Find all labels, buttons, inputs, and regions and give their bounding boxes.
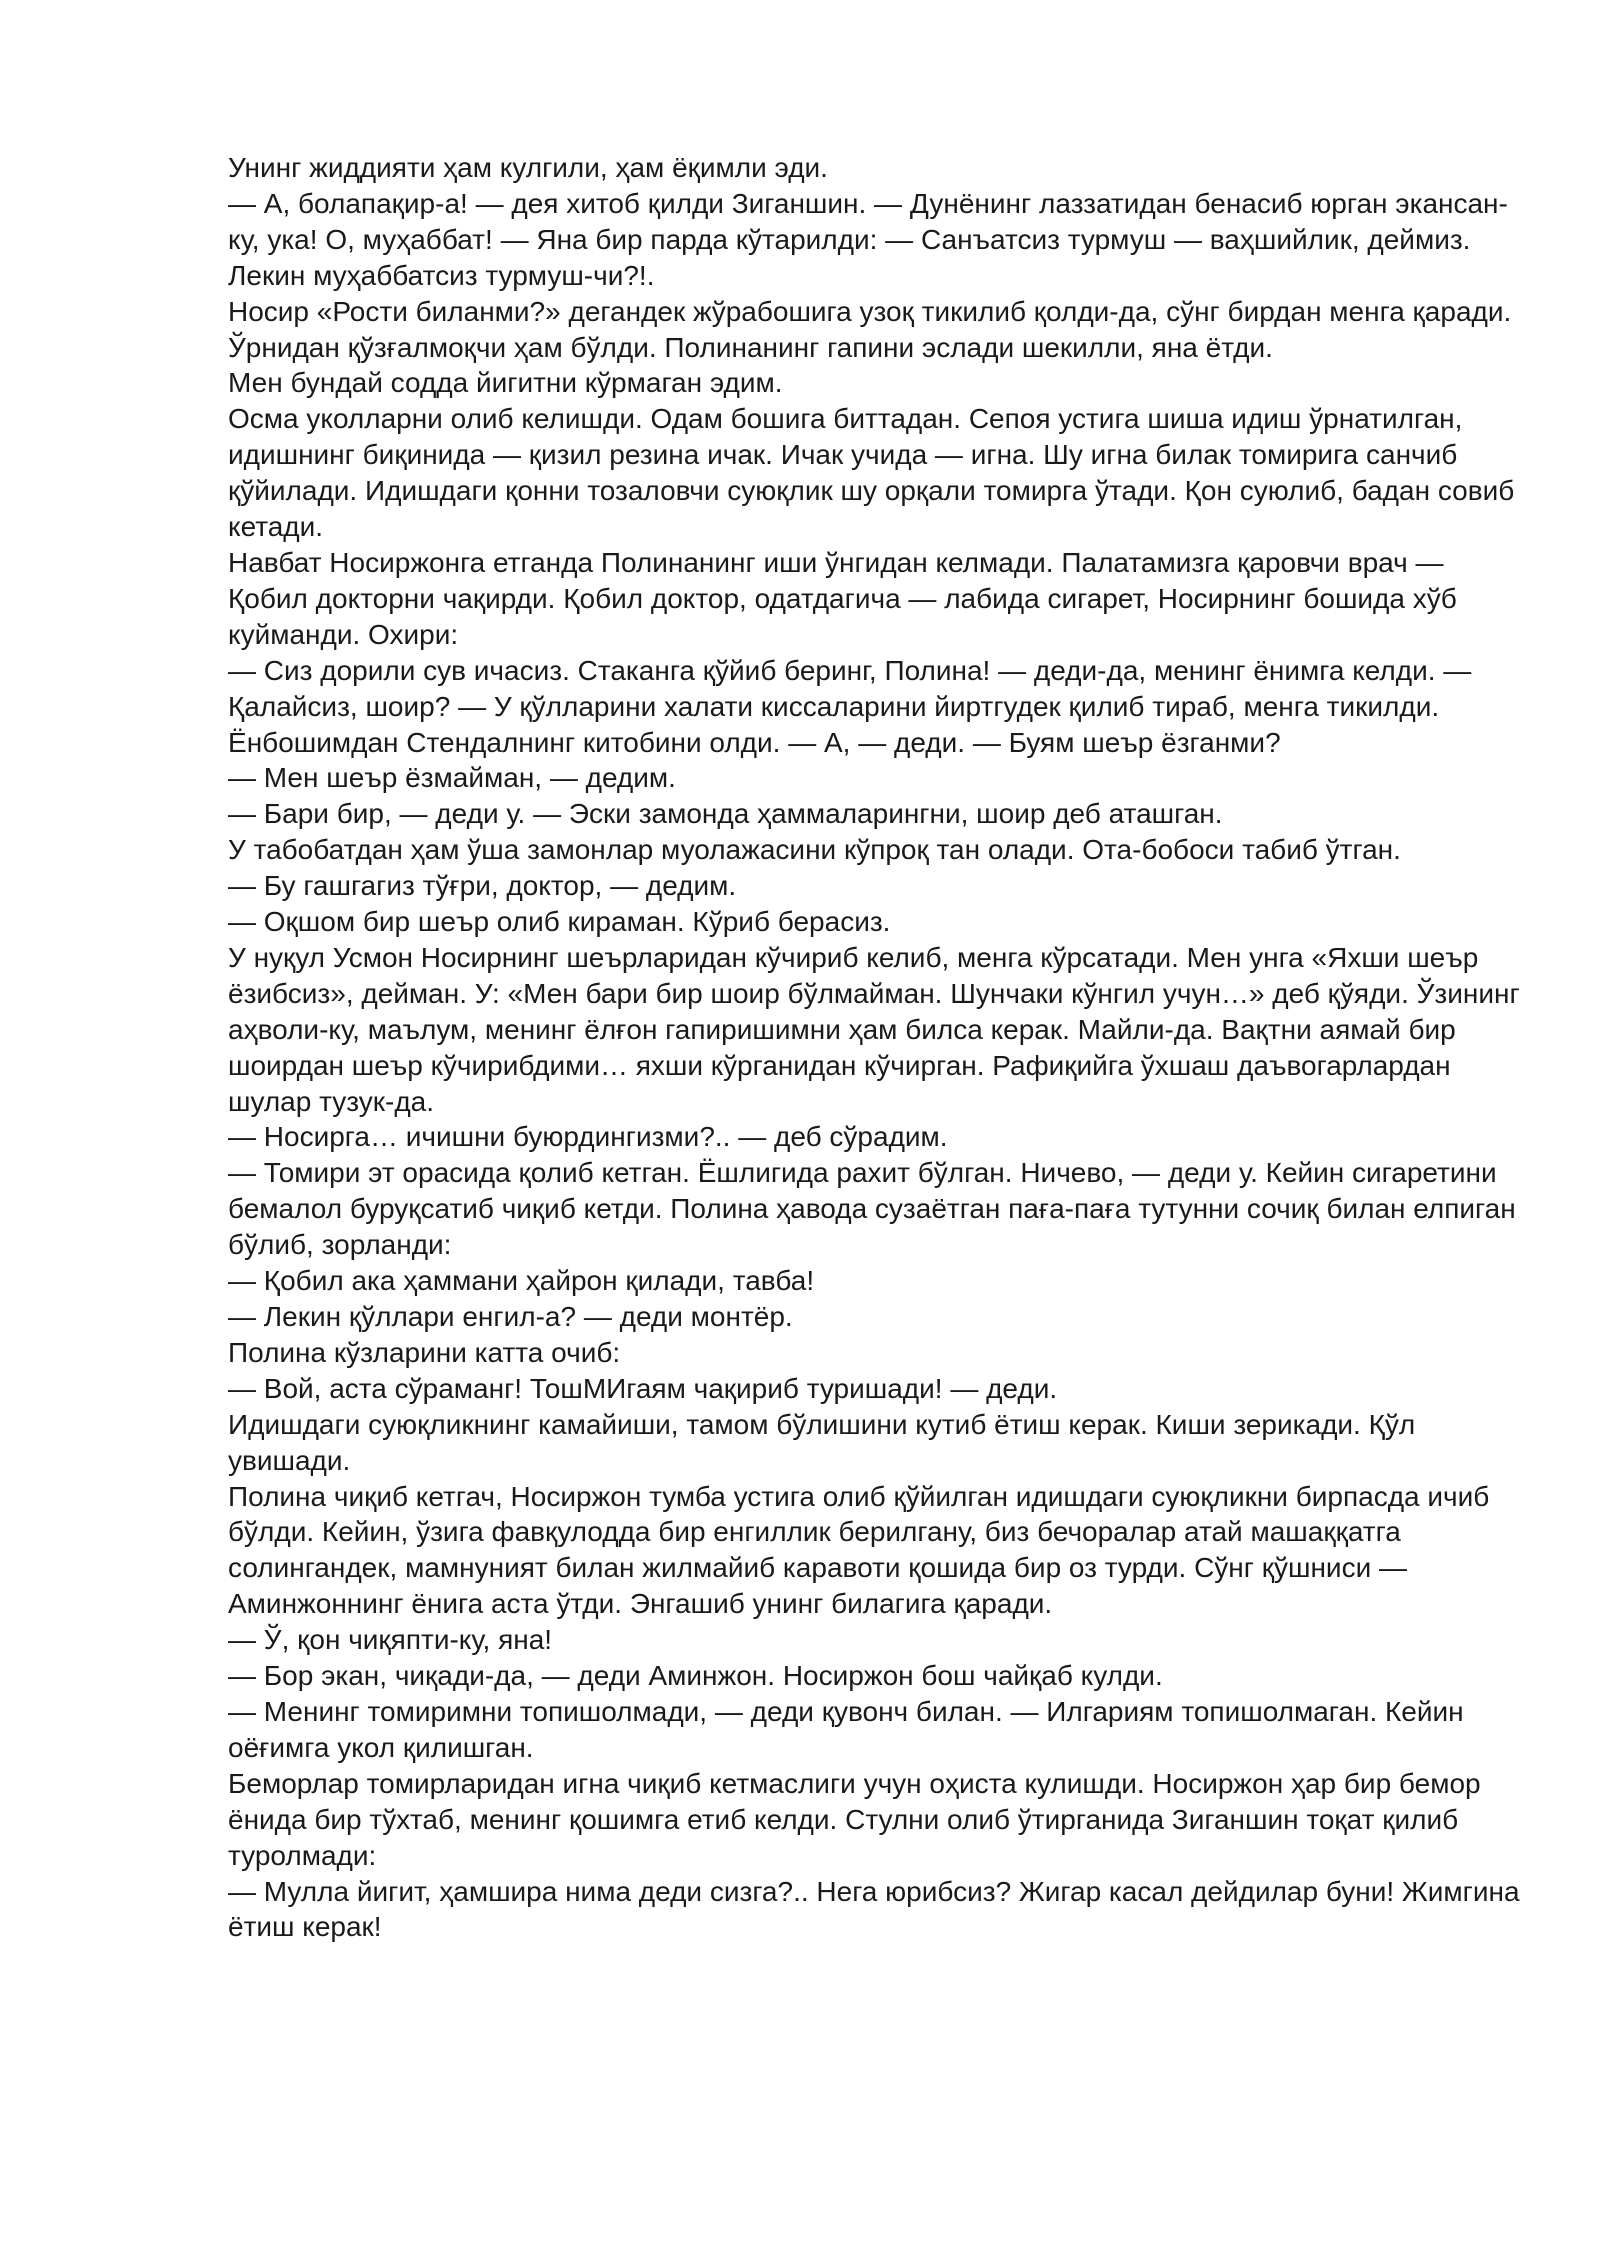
paragraph: — А, болапақир-а! — дея хитоб қилди Зиганшин. — Дунёнинг лаззатидан бенасиб юрган экансан-ку, ука! О, муҳаббат! — Яна бир парда кўтарилди: — Санъатсиз турмуш — ваҳшийлик, деймиз. Лекин муҳаббатсиз турмуш-чи?!. [228,187,1508,291]
body-text [228,150,1528,1945]
paragraph: Мен бундай содда йигитни кўрмаган эдим. [228,367,783,399]
paragraph: — Менинг томиримни топишолмади, — деди қувонч билан. — Илгариям топишолмаган. Кейин оёғимга укол қилишган. [228,1695,1464,1763]
paragraph: Унинг жиддияти ҳам кулгили, ҳам ёқимли эди. [228,152,828,183]
paragraph: Носир «Рости биланми?» дегандек жўрабошига узоқ тикилиб қолди-да, сўнг бирдан менга қаради. Ўрнидан қўзғалмоқчи ҳам бўлди. Полинанинг гапини эслади шекилли, яна ётди. [228,295,1512,363]
paragraph: Полина чиқиб кетгач, Носиржон тумба устига олиб қўйилган идишдаги суюқликни бирпасда ичиб бўлди. Кейин, ўзига фавқулодда бир енгиллик берилгану, биз бечоралар атай машаққатга солингандек, мамнуният билан жилмайиб каравоти қошида бир оз турди. Сўнг қўшниси — Аминжоннинг ёнига аста ўтди. Энгашиб унинг билагига қаради. [228,1480,1490,1620]
paragraph: Осма уколларни олиб келишди. Одам бошига биттадан. Сепоя устига шиша идиш ўрнатилган, идишнинг биқинида — қизил резина ичак. Ичак учида — игна. Шу игна билак томирига санчиб қўйилади. Идишдаги қонни тозаловчи суюқлик шу орқали томирга ўтади. Қон суюлиб, бадан совиб кетади. [228,403,1515,543]
paragraph: — Мен шеър ёзмайман, — дедим. [228,762,676,794]
paragraph: — Носирга… ичишни буюрдингизми?.. — деб сўрадим. [228,1121,948,1153]
paragraph: Полина кўзларини катта очиб: [228,1336,621,1368]
paragraph: Навбат Носиржонга етганда Полинанинг иши ўнгидан келмади. Палатамизга қаровчи врач — Қобил докторни чақирди. Қобил доктор, одатдагича — лабида сигарет, Носирнинг бошида хўб куйманди. Охири: [228,546,1457,650]
paragraph: — Бор экан, чиқади-да, — деди Аминжон. Носиржон бош чайқаб кулди. [228,1660,1163,1692]
paragraph: — Бари бир, — деди у. — Эски замонда ҳаммаларингни, шоир деб аташган. [228,798,1223,830]
paragraph: — Бу гашгагиз тўғри, доктор, — дедим. [228,870,737,902]
paragraph: — Сиз дорили сув ичасиз. Стаканга қўйиб беринг, Полина! — деди-да, менинг ёнимга келди. — Қалайсиз, шоир? — У қўлларини халати киссаларини йиртгудек қилиб тираб, менга тикилди. Ёнбошимдан Стендалнинг китобини олди. — А, — деди. — Буям шеър ёзганми? [228,654,1472,758]
paragraph: — Мулла йигит, ҳамшира нима деди сизга?.. Нега юрибсиз? Жигар касал дейдилар буни! Жимгина ётиш керак! [228,1875,1520,1943]
paragraph: Идишдаги суюқликнинг камайиши, тамом бўлишини кутиб ётиш керак. Киши зерикади. Қўл увишади. [228,1408,1416,1476]
paragraph: — Ў, қон чиқяпти-ку, яна! [228,1624,553,1656]
paragraph: — Лекин қўллари енгил-а? — деди монтёр. [228,1301,793,1332]
paragraph: У нуқул Усмон Носирнинг шеърларидан кўчириб келиб, менга кўрсатади. Мен унга «Яхши шеър ёзибсиз», дейман. У: «Мен бари бир шоир бўлмайман. Шунчаки кўнгил учун…» деб қўяди. Ўзининг аҳволи-ку, маълум, менинг ёлғон гапиришимни ҳам билса керак. Майли-да. Вақтни аямай бир шоирдан шеър кўчирибдими… яхши кўрганидан кўчирган. Рафиқийга ўхшаш даъвогарлардан шулар тузук-да. [228,941,1520,1117]
paragraph: У табобатдан ҳам ўша замонлар муолажасини кўпроқ тан олади. Ота-бобоси табиб ўтган. [228,834,1401,866]
paragraph: — Қобил ака ҳаммани ҳайрон қилади, тавба! [228,1265,815,1297]
paragraph: Беморлар томирларидан игна чиқиб кетмаслиги учун оҳиста кулишди. Носиржон ҳар бир бемор ёнида бир тўхтаб, менинг қошимга етиб келди. Стулни олиб ўтирганида Зиганшин тоқат қилиб туролмади: [228,1767,1481,1871]
paragraph: — Томири эт орасида қолиб кетган. Ёшлигида рахит бўлган. Ничево, — деди у. Кейин сигаретини бемалол буруқсатиб чиқиб кетди. Полина ҳавода сузаётган паға-паға тутунни сочиқ билан елпиган бўлиб, зорланди: [228,1157,1516,1261]
paragraph: — Вой, аста сўраманг! ТошМИгаям чақириб туришади! — деди. [228,1372,1058,1404]
paragraph: — Оқшом бир шеър олиб кираман. Кўриб берасиз. [228,906,891,938]
